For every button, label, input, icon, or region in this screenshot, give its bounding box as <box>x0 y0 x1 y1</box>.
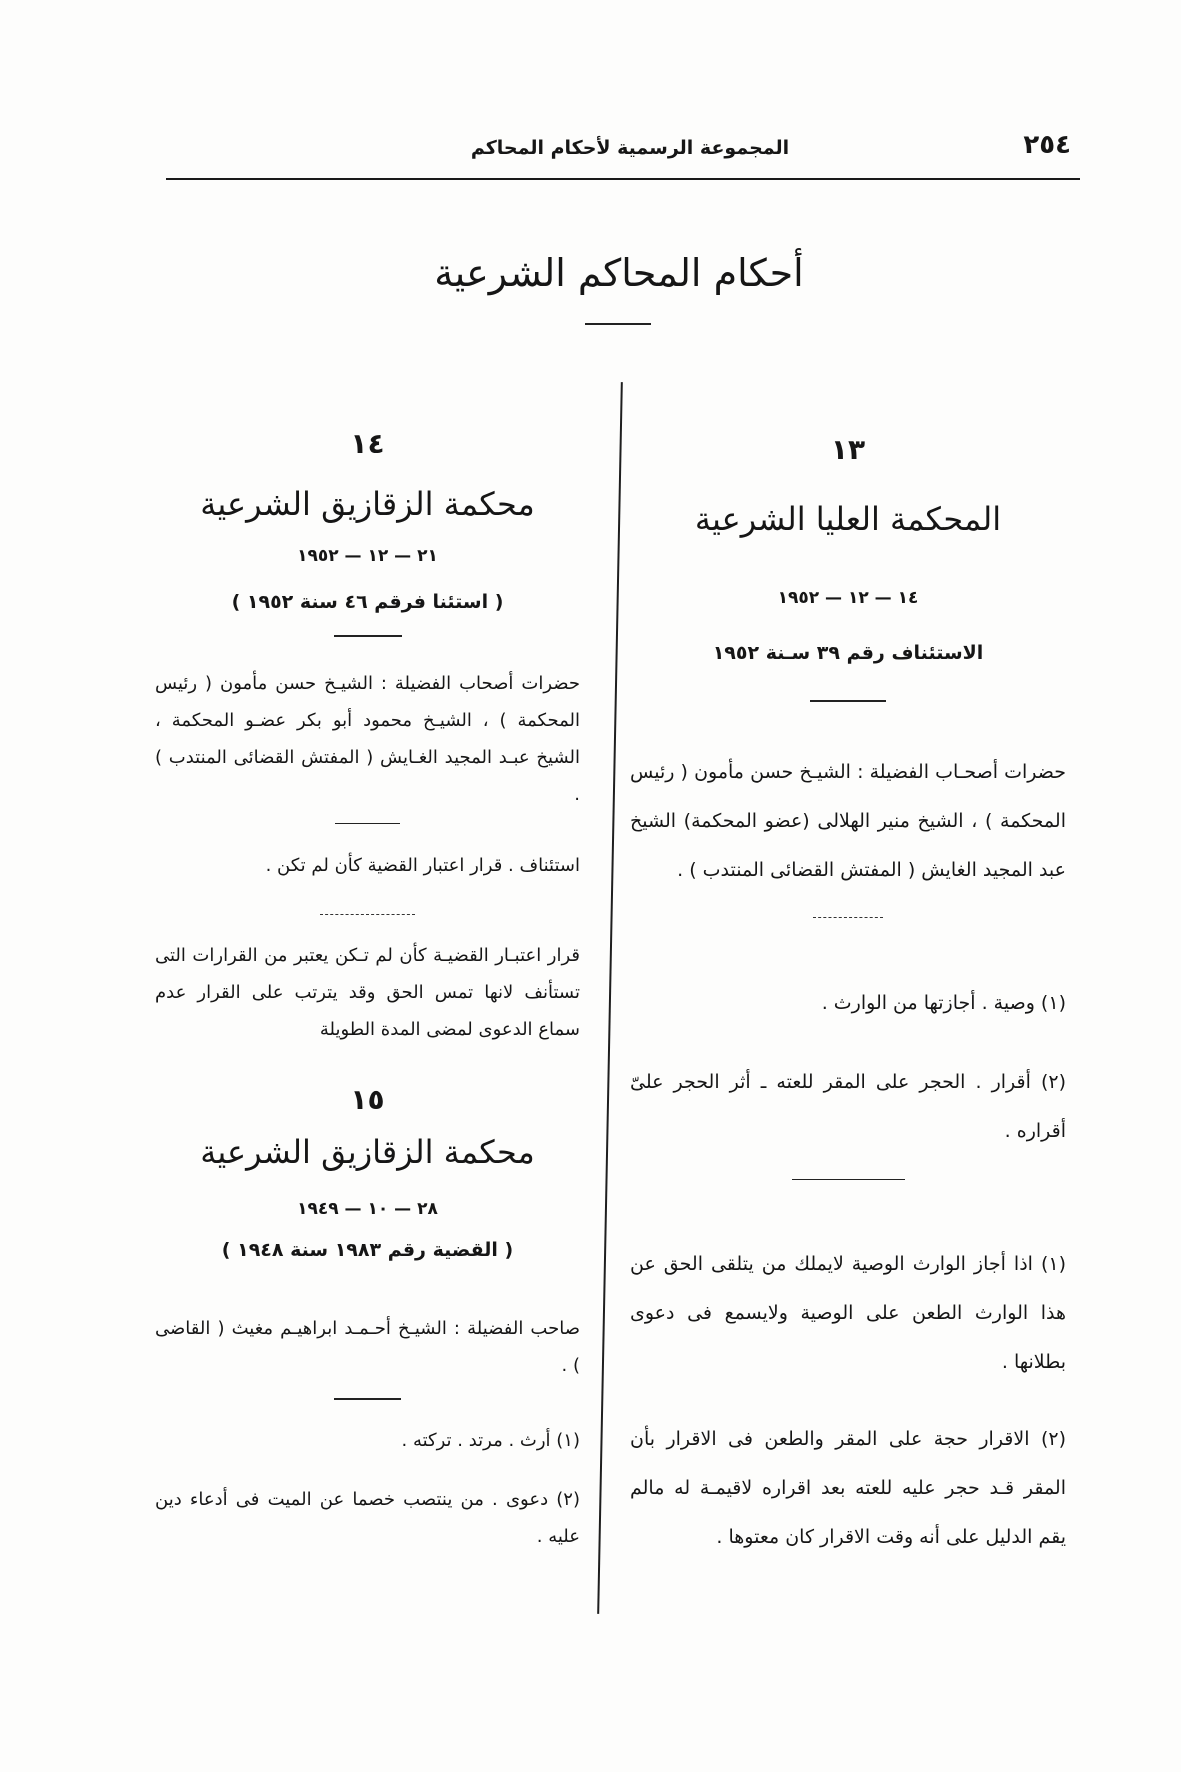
case-14-subject-1: استئناف . قرار اعتبار القضية كأن لم تكن . <box>265 855 580 876</box>
left-column <box>155 420 580 1555</box>
case-13-bench: حضرات أصحـاب الفضيلة : الشيـخ حسن مأمون ( رئيس المحكمة ) ، الشيخ منير الهلالى (عضو المحكمة) الشيخ عبد المجيد الغايش ( المفتش القضائى المنتدب ) . <box>630 760 1066 881</box>
case-13-subject-2: (٢) أقرار . الحجر على المقر للعته ـ أثر الحجر علىّ أقراره . <box>630 1070 1066 1142</box>
case-15-subject-2: (٢) دعوى . من ينتصب خصما عن الميت فى أدعاء دين عليه . <box>155 1488 580 1547</box>
case-14-bench: حضرات أصحاب الفضيلة : الشيـخ حسن مأمون ( رئيس المحكمة ) ، الشيـخ محمود أبو بكر عضـو المحكمة ، الشيخ عبـد المجيد الغـايش ( المفتش القضائى المنتدب ) . <box>155 672 580 805</box>
case-13-bench-rule <box>813 917 883 918</box>
case-14 <box>155 426 580 1048</box>
case-13-date: ١٤ — ١٢ — ١٩٥٢ <box>777 588 919 608</box>
case-13 <box>630 432 1066 1562</box>
case-13-subjects-rule <box>792 1179 905 1181</box>
case-15-bench: صاحب الفضيلة : الشيـخ أحـمـد ابراهيـم مغيث ( القاضى ) . <box>155 1318 580 1376</box>
case-13-reference-rule <box>810 700 886 702</box>
case-14-bench-rule <box>335 823 400 825</box>
main-title: أحكام المحاكم الشرعية <box>434 251 804 295</box>
running-title: المجموعة الرسمية لأحكام المحاكم <box>470 137 790 159</box>
case-15-reference: ( القضية رقم ١٩٨٣ سنة ١٩٤٨ ) <box>221 1239 514 1261</box>
case-14-reference-rule <box>334 635 402 637</box>
case-15-bench-rule <box>334 1398 401 1400</box>
case-13-number: ١٣ <box>830 433 866 466</box>
case-13-holding-2: (٢) الاقرار حجة على المقر والطعن فى الاقرار بأن المقر قـد حجر عليه للعته بعد اقراره لاقيمـة له مالم يقم الدليل على أنه وقت الاقرار كان معتوها . <box>630 1428 1066 1548</box>
case-14-subject-rule <box>320 914 415 915</box>
case-13-holding-1: (١) اذا أجاز الوارث الوصية لايملك من يتلقى الحق عن هذا الوارث الطعن على الوصية ولايسمع فى دعوى بطلانها . <box>630 1253 1066 1373</box>
right-column <box>630 420 1066 1562</box>
case-13-subject-1: (١) وصية . أجازتها من الوارث . <box>821 991 1066 1014</box>
header-rule <box>166 178 1080 180</box>
case-13-court: المحكمة العليا الشرعية <box>694 500 1002 538</box>
column-divider <box>597 382 623 1614</box>
case-15 <box>155 1082 580 1555</box>
case-14-court: محكمة الزقازيق الشرعية <box>200 485 535 523</box>
page-number: ٢٥٤ <box>1023 130 1071 160</box>
case-14-number: ١٤ <box>350 427 385 460</box>
case-15-number: ١٥ <box>350 1083 385 1116</box>
case-13-reference: الاستئناف رقم ٣٩ سـنة ١٩٥٢ <box>712 642 984 664</box>
title-rule <box>585 323 651 325</box>
case-14-date: ٢١ — ١٢ — ١٩٥٢ <box>297 546 438 566</box>
case-15-court: محكمة الزقازيق الشرعية <box>200 1133 535 1171</box>
case-14-holding-1: قرار اعتبـار القضيـة كأن لم تـكن يعتبر من القرارات التى تستأنف لانها تمس الحق وقد يترتب على القرار عدم سماع الدعوى لمضى المدة الطويلة <box>155 945 580 1040</box>
case-15-subject-1: (١) أرث . مرتد . تركته . <box>401 1429 580 1451</box>
case-15-date: ٢٨ — ١٠ — ١٩٤٩ <box>297 1199 438 1219</box>
case-14-reference: ( استئنا فرقم ٤٦ سنة ١٩٥٢ ) <box>231 591 504 613</box>
